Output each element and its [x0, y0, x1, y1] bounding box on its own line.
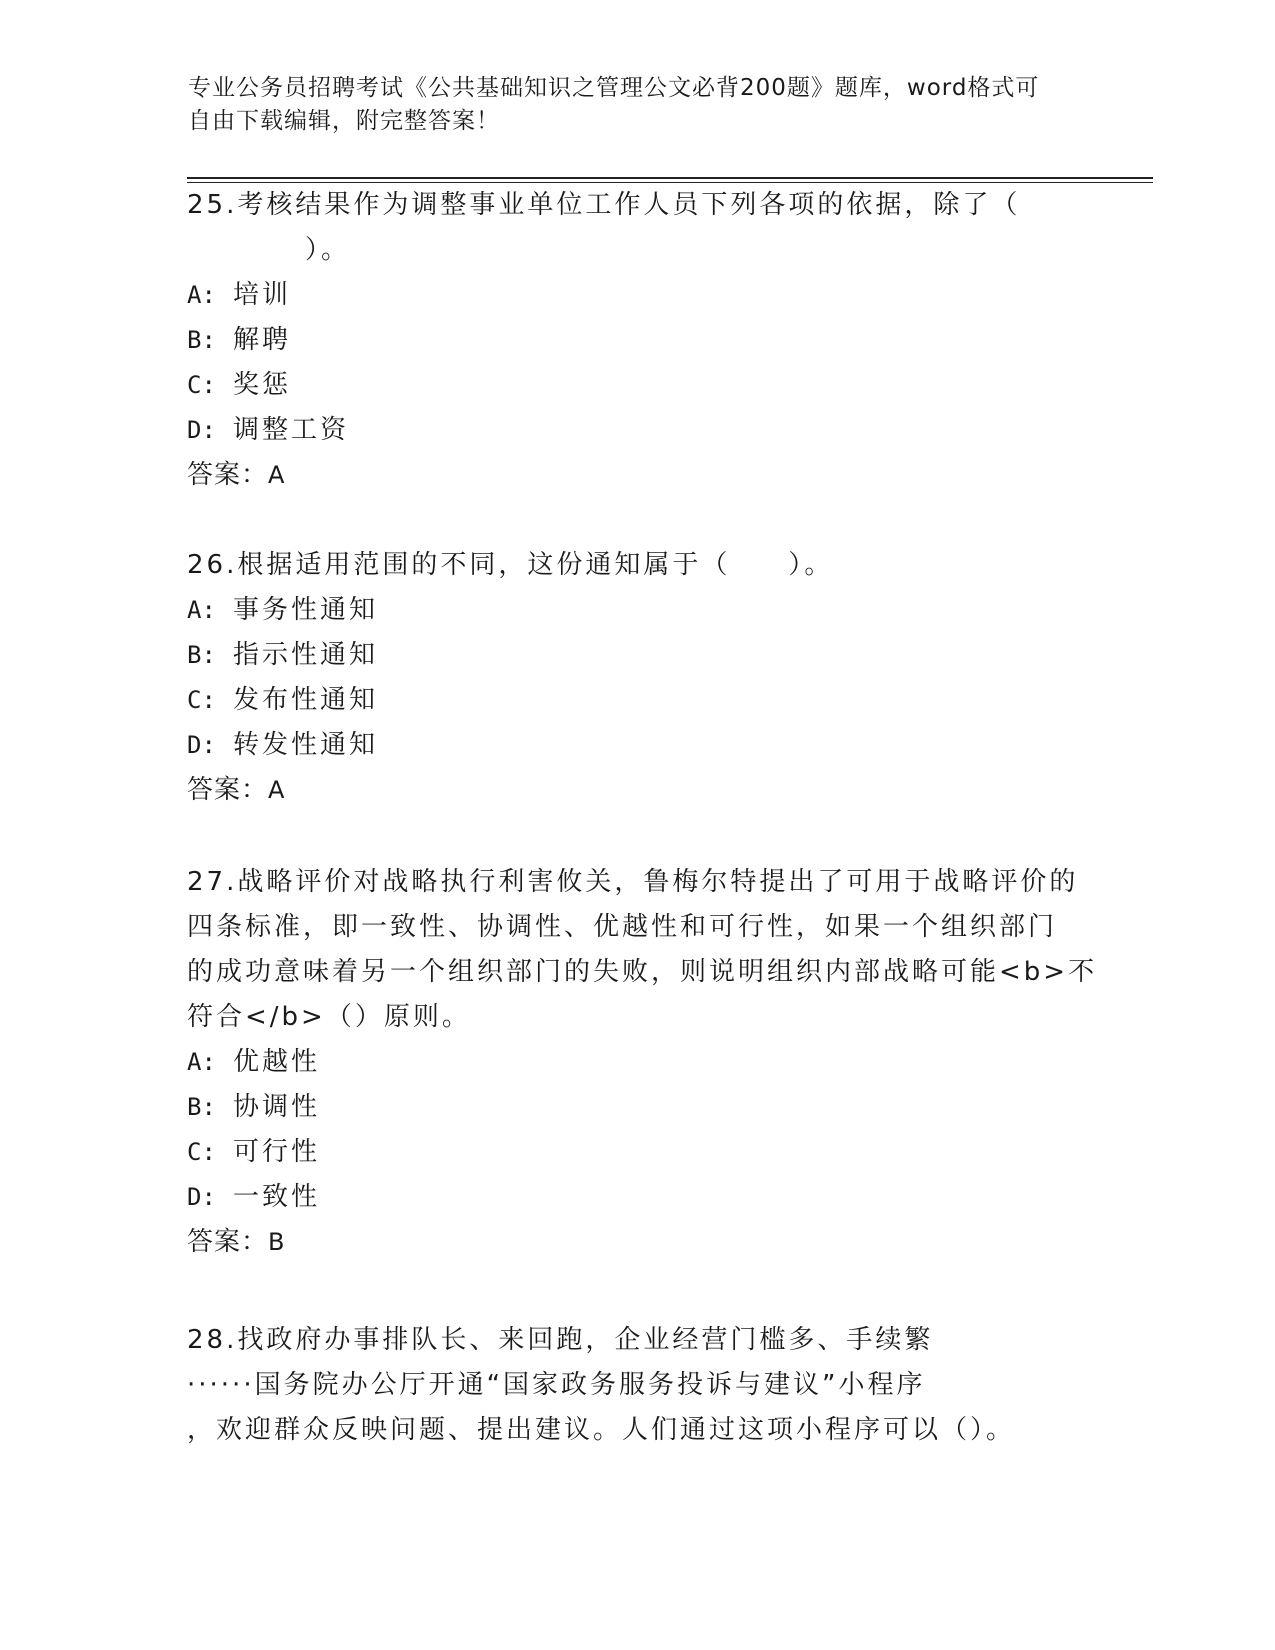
question-text-line: 25.考核结果作为调整事业单位工作人员下列各项的依据，除了（: [187, 190, 1021, 220]
option-letter: A:: [187, 281, 216, 309]
answer-value: B: [268, 1228, 286, 1256]
question-26: [187, 543, 1087, 813]
document-header: [188, 72, 1068, 138]
option-letter: C:: [187, 1138, 216, 1166]
option-letter: C:: [187, 686, 216, 714]
option-text: 发布性通知: [233, 685, 379, 715]
question-text-line: 四条标准，即一致性、协调性、优越性和可行性，如果一个组织部门: [187, 912, 1058, 942]
option-c: [187, 1130, 1087, 1175]
header-line-2: 自由下载编辑，附完整答案！: [188, 108, 500, 134]
header-line-1: 专业公务员招聘考试《公共基础知识之管理公文必背200题》题库，word格式可: [188, 75, 1040, 101]
question-28: [187, 1318, 1087, 1453]
option-text: 指示性通知: [233, 640, 379, 670]
answer-value: A: [268, 776, 286, 804]
option-letter: D:: [187, 416, 216, 444]
answer-value: A: [268, 461, 286, 489]
option-c: [187, 363, 1087, 408]
question-text-line: [187, 228, 1087, 273]
option-text: 可行性: [233, 1137, 321, 1167]
option-text: 转发性通知: [233, 730, 379, 760]
option-letter: A:: [187, 596, 216, 624]
question-text-line: 符合</b>（）原则。: [187, 1002, 471, 1032]
option-text: 奖惩: [233, 370, 292, 400]
question-text-tail: ）。: [305, 235, 351, 265]
option-letter: A:: [187, 1048, 216, 1076]
option-b: [187, 633, 1087, 678]
option-letter: C:: [187, 371, 216, 399]
answer-line: [187, 768, 1087, 813]
answer-label: 答案：: [187, 1227, 269, 1257]
option-letter: B:: [187, 1093, 216, 1121]
answer-line: [187, 1220, 1087, 1265]
option-a: [187, 588, 1087, 633]
option-c: [187, 678, 1087, 723]
option-letter: D:: [187, 731, 216, 759]
header-divider-thick: [187, 177, 1153, 179]
option-letter: D:: [187, 1183, 216, 1211]
option-text: 培训: [233, 280, 292, 310]
option-b: [187, 1085, 1087, 1130]
option-text: 一致性: [233, 1182, 321, 1212]
option-text: 协调性: [233, 1092, 321, 1122]
answer-label: 答案：: [187, 775, 269, 805]
question-text-line: 27.战略评价对战略执行利害攸关，鲁梅尔特提出了可用于战略评价的: [187, 867, 1079, 897]
option-letter: B:: [187, 326, 216, 354]
option-text: 优越性: [233, 1047, 321, 1077]
option-letter: B:: [187, 641, 216, 669]
option-d: [187, 1175, 1087, 1220]
question-27: [187, 860, 1098, 1265]
option-text: 事务性通知: [233, 595, 379, 625]
option-a: [187, 1040, 1087, 1085]
question-text-line: 26.根据适用范围的不同，这份通知属于（ ）。: [187, 550, 834, 580]
answer-line: [187, 453, 1087, 498]
option-text: 解聘: [233, 325, 292, 355]
option-d: [187, 723, 1087, 768]
answer-label: 答案：: [187, 460, 269, 490]
question-text-line: ，欢迎群众反映问题、提出建议。人们通过这项小程序可以（）。: [187, 1415, 1016, 1445]
question-text-line: 的成功意味着另一个组织部门的失败，则说明组织内部战略可能<b>不: [187, 957, 1098, 987]
option-a: [187, 273, 1087, 318]
option-text: 调整工资: [233, 415, 350, 445]
question-25: [187, 183, 1087, 498]
option-b: [187, 318, 1087, 363]
question-text-line: ······国务院办公厅开通“国家政务服务投诉与建议”小程序: [187, 1370, 926, 1400]
option-d: [187, 408, 1087, 453]
question-text-line: 28.找政府办事排队长、来回跑，企业经营门槛多、手续繁: [187, 1325, 934, 1355]
